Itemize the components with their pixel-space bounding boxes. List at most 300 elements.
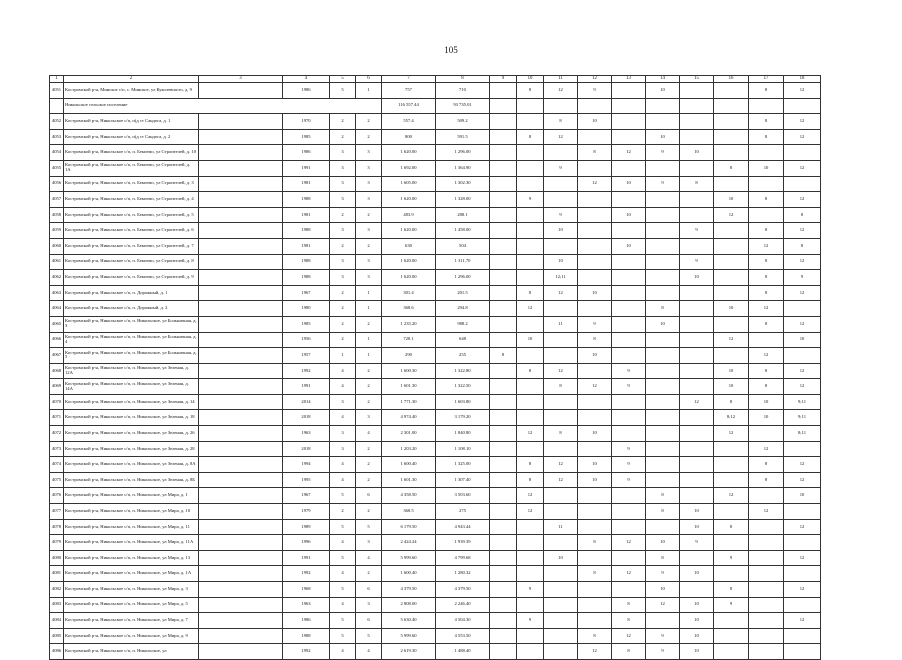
cell-col18 [784,628,821,644]
entrances-cell: 3 [356,270,382,286]
floors-cell: 5 [330,488,356,504]
cell-col14 [646,472,680,488]
cell-col3 [199,566,283,582]
entrances-cell: 3 [356,145,382,161]
cell-col3 [199,254,283,270]
cell-col14: 9 [646,176,680,192]
entrances-cell: 4 [356,644,382,660]
cell-col13: 12 [612,628,646,644]
column-header: 5 [330,76,356,83]
cell-col12 [578,192,612,208]
cell-col13: 9 [612,472,646,488]
cell-col13: 9 [612,457,646,473]
address-cell: Костромской р-н, Никольское с/п, п. Никольское, ул Мира, д. 11 [64,519,199,535]
cell-col3 [199,582,283,598]
column-header: 3 [199,76,283,83]
entrances-cell: 2 [356,504,382,520]
living-area-cell: 3 503.60 [436,488,490,504]
cell-col3 [199,488,283,504]
cell-col12: 10 [578,348,612,364]
cell-col10 [517,394,544,410]
floors-cell: 3 [330,160,356,176]
cell-empty [544,98,578,114]
cell-col14: 12 [646,597,680,613]
cell-col11 [544,410,578,426]
cell-col12 [578,504,612,520]
table-row [50,207,821,223]
year-cell: 1967 [283,285,330,301]
cell-col3 [199,457,283,473]
address-cell: Костромской р-н, Никольское с/п, п. Никольское, ул Зеленая, д. 14 [64,394,199,410]
cell-col17 [749,644,784,660]
cell-col3 [199,332,283,348]
cell-col17 [749,207,784,223]
row-id-cell: 4063 [50,285,64,301]
entrances-cell: 2 [356,472,382,488]
entrances-cell: 2 [356,457,382,473]
row-id-cell: 4068 [50,363,64,379]
address-cell: Костромской р-н, Никольское с/п, п. Никольское, ул Больничная, д. 3 [64,316,199,332]
total-area-cell: 720.1 [382,332,436,348]
cell-col11: 9 [544,207,578,223]
cell-col18: 12 [784,519,821,535]
cell-col18: 12 [784,114,821,130]
cell-col3 [199,270,283,286]
cell-col18: 12 [784,379,821,395]
cell-col10: 8 [517,363,544,379]
cell-col16 [714,114,749,130]
year-cell: 1986 [283,613,330,629]
cell-col18: 12 [784,472,821,488]
cell-col13: 8 [612,613,646,629]
year-cell: 1968 [283,582,330,598]
row-id-cell: 4072 [50,426,64,442]
cell-col13: 12 [612,535,646,551]
row-id-cell: 4070 [50,394,64,410]
cell-empty [490,98,517,114]
cell-col13 [612,394,646,410]
cell-col3 [199,472,283,488]
floors-cell: 5 [330,550,356,566]
column-header: 15 [680,76,714,83]
floors-cell: 2 [330,332,356,348]
living-area-cell: 591.5 [436,129,490,145]
cell-col10: 10 [517,332,544,348]
cell-col14 [646,238,680,254]
cell-col9 [490,301,517,317]
cell-col18: 12 [784,363,821,379]
table-row [50,582,821,598]
floors-cell: 4 [330,566,356,582]
cell-col13 [612,488,646,504]
cell-col11: 12 [544,472,578,488]
row-id-cell: 4055 [50,160,64,176]
table-row [50,83,821,99]
cell-col13 [612,504,646,520]
cell-col9 [490,535,517,551]
cell-col15 [680,363,714,379]
cell-col12: 9 [578,83,612,99]
cell-col18 [784,597,821,613]
address-cell: Костромской р-н, Никольское с/п, п. Никольское, ул Мира, д. 7 [64,613,199,629]
year-cell: 1981 [283,207,330,223]
capital-repair-table [49,75,821,660]
floors-cell: 2 [330,285,356,301]
cell-col16 [714,566,749,582]
cell-col11 [544,348,578,364]
year-cell: 1986 [283,145,330,161]
total-area-cell: 1 203.20 [382,441,436,457]
cell-col10 [517,316,544,332]
year-cell: 2018 [283,441,330,457]
cell-col18: 12 [784,254,821,270]
cell-col12: 10 [578,426,612,442]
total-area-cell: 1 620.00 [382,270,436,286]
cell-col3 [199,176,283,192]
cell-col16: 12 [714,332,749,348]
cell-col3 [199,410,283,426]
cell-col10 [517,550,544,566]
entrances-cell: 6 [356,488,382,504]
cell-col9 [490,457,517,473]
total-area-cell: 6 179.50 [382,519,436,535]
address-cell: Костромской р-н, Никольское с/п, п. Никольское, ул Мира, д. 9 [64,628,199,644]
cell-col11: 12 [544,285,578,301]
cell-col10: 9 [517,192,544,208]
cell-col18: 12 [784,550,821,566]
floors-cell: 5 [330,582,356,598]
total-area-cell: 5 630.40 [382,613,436,629]
cell-col10 [517,535,544,551]
cell-col13: 12 [612,566,646,582]
year-cell: 1988 [283,223,330,239]
cell-col13 [612,301,646,317]
row-id-cell: 4060 [50,238,64,254]
cell-col16 [714,628,749,644]
entrances-cell: 1 [356,348,382,364]
cell-col3 [199,207,283,223]
living-area-cell: 1 302.30 [436,176,490,192]
living-area-cell: 1 322.80 [436,363,490,379]
cell-col16 [714,348,749,364]
cell-empty [646,98,680,114]
table-row [50,285,821,301]
cell-empty [749,98,784,114]
cell-col14 [646,441,680,457]
living-area-cell: 201.5 [436,285,490,301]
cell-col12 [578,223,612,239]
table-row [50,270,821,286]
cell-col12 [578,301,612,317]
total-area-cell: 1 620.00 [382,223,436,239]
cell-col3 [199,504,283,520]
column-header: 17 [749,76,784,83]
row-id-cell: 4053 [50,129,64,145]
living-area-cell: 1 108.10 [436,441,490,457]
total-area-cell: 290 [382,348,436,364]
cell-col9 [490,426,517,442]
row-id-cell: 4075 [50,472,64,488]
cell-col11: 11 [544,519,578,535]
year-cell: 1963 [283,426,330,442]
total-area-cell: 1 601.30 [382,379,436,395]
cell-col17: 8 [749,192,784,208]
column-header: 9 [490,76,517,83]
year-cell: 1957 [283,348,330,364]
row-id-cell: 4067 [50,348,64,364]
cell-col18 [784,566,821,582]
cell-col10 [517,644,544,660]
cell-col15 [680,426,714,442]
cell-col17: 10 [749,160,784,176]
cell-col13: 10 [612,176,646,192]
cell-col10: 8 [517,129,544,145]
cell-col12: 10 [578,285,612,301]
row-id-cell: 4078 [50,519,64,535]
cell-col14: 10 [646,582,680,598]
total-area-cell: 4 358.50 [382,488,436,504]
entrances-cell: 4 [356,550,382,566]
cell-col15 [680,207,714,223]
living-area-cell: 1 364.90 [436,160,490,176]
table-row [50,223,821,239]
total-area-cell: 368.6 [382,301,436,317]
address-cell: Костромской р-н, Никольское с/п, п. Никольское, ул Зеленая, д. 28 [64,441,199,457]
cell-col3 [199,285,283,301]
cell-col15 [680,410,714,426]
living-area-cell: 288.1 [436,207,490,223]
cell-col14 [646,254,680,270]
living-area-cell: 1 322.50 [436,379,490,395]
row-id-cell: 4076 [50,488,64,504]
cell-col15: 10 [680,504,714,520]
living-area-cell: 4 553.50 [436,628,490,644]
cell-col11: 10 [544,223,578,239]
cell-col9 [490,207,517,223]
total-area-cell: 1 600.40 [382,457,436,473]
cell-col3 [199,301,283,317]
living-area-cell: 1 328.00 [436,192,490,208]
cell-col3 [199,519,283,535]
column-header: 6 [356,76,382,83]
cell-col9 [490,488,517,504]
cell-col14 [646,613,680,629]
cell-col13 [612,348,646,364]
cell-col11 [544,145,578,161]
cell-col12 [578,207,612,223]
cell-col18 [784,535,821,551]
cell-col17 [749,613,784,629]
cell-col9 [490,644,517,660]
year-cell: 2014 [283,394,330,410]
cell-col3 [199,363,283,379]
total-area-cell: 5 999.60 [382,550,436,566]
total-area-cell: 557.4 [382,114,436,130]
living-area-cell: 1 603.80 [436,394,490,410]
cell-col17: 12 [749,441,784,457]
table-row [50,472,821,488]
entrances-cell: 2 [356,238,382,254]
cell-col18: 12 [784,582,821,598]
row-id-cell [50,98,64,114]
cell-col10 [517,270,544,286]
cell-col15: 10 [680,145,714,161]
cell-col9 [490,363,517,379]
entrances-cell: 2 [356,566,382,582]
row-id-cell: 4051 [50,83,64,99]
year-cell: 1988 [283,628,330,644]
total-area-cell: 800 [382,129,436,145]
cell-col16: 10 [714,363,749,379]
cell-col9 [490,394,517,410]
cell-col14 [646,426,680,442]
row-id-cell: 4064 [50,301,64,317]
cell-col15: 8 [680,176,714,192]
address-cell: Костромской р-н, Никольское с/п, п(д ст Сандога, д. 2 [64,129,199,145]
cell-col16 [714,129,749,145]
cell-col15: 10 [680,519,714,535]
cell-col9 [490,566,517,582]
entrances-cell: 1 [356,83,382,99]
cell-col12: 8 [578,628,612,644]
row-id-cell: 4065 [50,316,64,332]
living-area-cell: 1 325.00 [436,457,490,473]
cell-col17: 12 [749,301,784,317]
cell-col17: 8 [749,379,784,395]
table-row [50,566,821,582]
cell-col12: 8 [578,535,612,551]
floors-cell: 2 [330,129,356,145]
cell-col12: 10 [578,472,612,488]
cell-col10: 9 [517,613,544,629]
cell-col16 [714,254,749,270]
cell-col15 [680,160,714,176]
cell-col17: 8 [749,457,784,473]
cell-col12 [578,441,612,457]
cell-col9: 8 [490,348,517,364]
cell-col14: 10 [646,129,680,145]
total-area-cell: 2 301.00 [382,426,436,442]
floors-cell: 2 [330,238,356,254]
address-cell: Костромской р-н, Никольское с/п, п. Никольское, ул Зеленая, д. 26 [64,426,199,442]
column-header: 7 [382,76,436,83]
cell-col3 [199,348,283,364]
address-cell: Костромской р-н, Никольское с/п, п. Никольское, ул Зеленая, д. 8Б [64,472,199,488]
cell-col11 [544,504,578,520]
cell-col16: 12 [714,207,749,223]
floors-cell: 2 [330,207,356,223]
entrances-cell: 2 [356,441,382,457]
cell-col17 [749,488,784,504]
cell-col17: 8 [749,316,784,332]
cell-col12: 12 [578,379,612,395]
cell-col15: 10 [680,597,714,613]
cell-col12 [578,160,612,176]
cell-col16: 10 [714,192,749,208]
cell-col15: 10 [680,628,714,644]
cell-col3 [199,316,283,332]
cell-col13 [612,254,646,270]
cell-col15 [680,379,714,395]
cell-col16: 9 [714,597,749,613]
cell-col17: 10 [749,410,784,426]
cell-col13: 12 [612,145,646,161]
cell-col11: 8 [544,426,578,442]
cell-col14 [646,394,680,410]
floors-cell: 3 [330,270,356,286]
cell-col14: 9 [646,628,680,644]
floors-cell: 3 [330,441,356,457]
cell-col17 [749,582,784,598]
cell-col12 [578,613,612,629]
cell-col17 [749,176,784,192]
row-id-cell: 4079 [50,535,64,551]
cell-col13 [612,223,646,239]
row-id-cell: 4080 [50,550,64,566]
cell-col10 [517,566,544,582]
year-cell: 1963 [283,597,330,613]
row-id-cell: 4056 [50,176,64,192]
cell-col11 [544,176,578,192]
settlement-total-row [50,98,821,114]
cell-col9 [490,332,517,348]
table-row [50,504,821,520]
cell-col12: 8 [578,566,612,582]
cell-col18: 8 [784,238,821,254]
cell-col13 [612,582,646,598]
row-id-cell: 4073 [50,441,64,457]
cell-col10 [517,223,544,239]
cell-col11 [544,566,578,582]
table-row [50,379,821,395]
address-cell: Костромской р-н, Никольское с/п, п. Никольское, ул Мира, д. 13 [64,550,199,566]
cell-col18: 10 [784,332,821,348]
column-header: 8 [436,76,490,83]
cell-col14 [646,519,680,535]
floors-cell: 5 [330,628,356,644]
cell-col16: 8 [714,519,749,535]
cell-col12: 9 [578,316,612,332]
living-area-cell: 1 840.80 [436,426,490,442]
cell-col11 [544,644,578,660]
cell-col15 [680,441,714,457]
cell-col12 [578,550,612,566]
cell-col14 [646,207,680,223]
address-cell: Костромской р-н, Никольское с/п, п. Никольское, ул Мира, д. 10 [64,504,199,520]
cell-col17 [749,426,784,442]
row-id-cell: 4084 [50,613,64,629]
living-area-cell: 504 [436,238,490,254]
entrances-cell: 2 [356,114,382,130]
cell-col14 [646,160,680,176]
cell-col14 [646,379,680,395]
floors-cell: 5 [330,519,356,535]
cell-col15: 10 [680,613,714,629]
cell-col3 [199,238,283,254]
cell-col3 [199,628,283,644]
cell-col18: 12 [784,457,821,473]
living-area-cell: 1 296.00 [436,270,490,286]
cell-col15 [680,114,714,130]
cell-col16: 8 [714,160,749,176]
cell-col13 [612,129,646,145]
floors-cell: 4 [330,597,356,613]
year-cell: 1992 [283,363,330,379]
living-area-cell: 275 [436,504,490,520]
cell-col11: 12 [544,363,578,379]
table-row [50,363,821,379]
table-row [50,519,821,535]
